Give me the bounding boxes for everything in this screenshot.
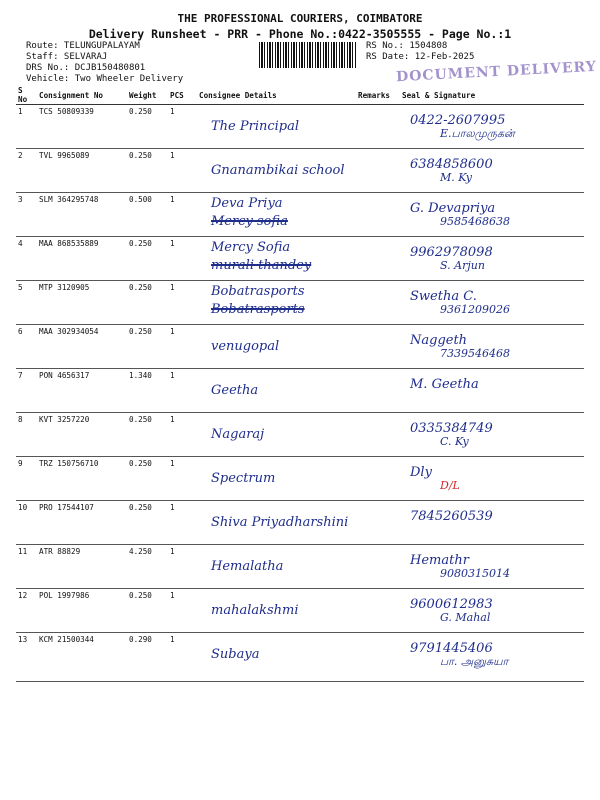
cell-signature	[400, 457, 584, 501]
consignee-handwriting: Gnanambikai school	[211, 163, 345, 178]
cell-consignee	[197, 369, 356, 413]
cell-sno: 5	[16, 281, 37, 325]
cell-signature	[400, 281, 584, 325]
signature-handwriting: Swetha C.	[410, 289, 477, 304]
cell-consignee	[197, 413, 356, 457]
table-row	[16, 369, 584, 413]
consignee-handwriting: The Principal	[211, 119, 300, 134]
signature-handwriting-2: D/L	[440, 479, 460, 492]
table-row	[16, 413, 584, 457]
cell-sno: 6	[16, 325, 37, 369]
cell-pcs: 1	[168, 501, 197, 545]
cell-consignment: KCM 21500344	[37, 633, 127, 682]
signature-handwriting: 9600612983	[410, 597, 493, 612]
cell-pcs: 1	[168, 589, 197, 633]
cell-remarks	[356, 369, 400, 413]
drs-number: DRS No.: DCJB150480801	[26, 63, 146, 73]
cell-remarks	[356, 237, 400, 281]
cell-weight: 0.250	[127, 501, 168, 545]
consignee-handwriting: Mercy Sofia	[211, 240, 291, 255]
cell-remarks	[356, 281, 400, 325]
cell-sno: 3	[16, 193, 37, 237]
cell-pcs: 1	[168, 325, 197, 369]
cell-signature	[400, 413, 584, 457]
table-row	[16, 325, 584, 369]
consignee-handwriting: venugopal	[211, 339, 280, 354]
header-remarks: Remarks	[356, 86, 400, 105]
cell-consignee	[197, 105, 356, 149]
rs-date: RS Date: 12-Feb-2025	[366, 52, 475, 62]
barcode-image	[259, 42, 357, 68]
company-title: THE PROFESSIONAL COURIERS, COIMBATORE	[177, 12, 423, 25]
cell-remarks	[356, 413, 400, 457]
table-row	[16, 149, 584, 193]
cell-sno: 12	[16, 589, 37, 633]
cell-pcs: 1	[168, 457, 197, 501]
cell-sno: 10	[16, 501, 37, 545]
consignee-handwriting: Spectrum	[211, 471, 276, 486]
cell-sno: 2	[16, 149, 37, 193]
cell-consignee	[197, 325, 356, 369]
consignee-handwriting: Hemalatha	[211, 559, 284, 574]
cell-consignee	[197, 545, 356, 589]
cell-consignment: MTP 3120905	[37, 281, 127, 325]
cell-consignee	[197, 457, 356, 501]
table-row	[16, 281, 584, 325]
cell-signature	[400, 633, 584, 682]
signature-handwriting-2: 9585468638	[440, 215, 510, 228]
cell-weight: 0.290	[127, 633, 168, 682]
table-row	[16, 237, 584, 281]
cell-pcs: 1	[168, 633, 197, 682]
cell-consignment: KVT 3257220	[37, 413, 127, 457]
consignee-handwriting: Shiva Priyadharshini	[211, 515, 349, 530]
cell-weight: 0.250	[127, 413, 168, 457]
cell-signature	[400, 325, 584, 369]
consignee-handwriting: Geetha	[211, 383, 259, 398]
consignee-handwriting-2: murali thandey	[211, 258, 312, 273]
consignee-handwriting: Deva Priya	[211, 196, 283, 211]
cell-pcs: 1	[168, 149, 197, 193]
header-consignee: Consignee Details	[197, 86, 356, 105]
cell-weight: 0.250	[127, 105, 168, 149]
signature-handwriting: 7845260539	[410, 509, 493, 524]
vehicle-label: Vehicle: Two Wheeler Delivery	[26, 74, 184, 84]
cell-signature	[400, 545, 584, 589]
rs-number: RS No.: 1504808	[366, 41, 448, 51]
signature-handwriting: Naggeth	[410, 333, 468, 348]
cell-signature	[400, 149, 584, 193]
cell-signature	[400, 237, 584, 281]
cell-remarks	[356, 149, 400, 193]
signature-handwriting-2: 9361209026	[440, 303, 510, 316]
signature-handwriting: Dly	[410, 465, 432, 480]
table-row	[16, 501, 584, 545]
cell-consignment: TVL 9965089	[37, 149, 127, 193]
route-label: Route: TELUNGUPALAYAM	[26, 41, 140, 51]
cell-consignment: PON 4656317	[37, 369, 127, 413]
cell-consignment: POL 1997986	[37, 589, 127, 633]
table-row	[16, 193, 584, 237]
header-consignment: Consignment No	[37, 86, 127, 105]
signature-handwriting-2: M. Ky	[440, 171, 472, 184]
consignee-handwriting-2: Mercy sofia	[211, 214, 288, 229]
signature-handwriting-2: C. Ky	[440, 435, 469, 448]
cell-sno: 7	[16, 369, 37, 413]
signature-handwriting-2: E.பாலமுருகன்	[440, 127, 515, 140]
table-row	[16, 457, 584, 501]
cell-weight: 4.250	[127, 545, 168, 589]
signature-handwriting: M. Geetha	[410, 377, 479, 392]
table-row	[16, 589, 584, 633]
cell-pcs: 1	[168, 193, 197, 237]
cell-sno: 9	[16, 457, 37, 501]
table-row	[16, 633, 584, 682]
cell-consignment: ATR 88829	[37, 545, 127, 589]
runsheet-table	[16, 86, 584, 682]
table-row	[16, 105, 584, 149]
signature-handwriting: 9791445406	[410, 641, 493, 656]
cell-sno: 1	[16, 105, 37, 149]
cell-consignment: MAA 302934054	[37, 325, 127, 369]
signature-handwriting-2: பா. அனுசுயா	[440, 655, 509, 668]
cell-consignment: TCS 50809339	[37, 105, 127, 149]
cell-weight: 0.250	[127, 457, 168, 501]
cell-remarks	[356, 193, 400, 237]
signature-handwriting-2: 7339546468	[440, 347, 510, 360]
cell-remarks	[356, 501, 400, 545]
signature-handwriting: 0422-2607995	[410, 113, 506, 128]
cell-remarks	[356, 633, 400, 682]
header-weight: Weight	[127, 86, 168, 105]
cell-weight: 0.250	[127, 281, 168, 325]
cell-consignee	[197, 281, 356, 325]
cell-signature	[400, 193, 584, 237]
cell-signature	[400, 369, 584, 413]
cell-weight: 0.500	[127, 193, 168, 237]
cell-pcs: 1	[168, 237, 197, 281]
cell-weight: 0.250	[127, 149, 168, 193]
consignee-handwriting: mahalakshmi	[211, 603, 299, 618]
cell-consignment: MAA 868535889	[37, 237, 127, 281]
consignee-handwriting-2: Bobatrasports	[211, 302, 305, 317]
header-sno: S No	[16, 86, 37, 105]
cell-consignee	[197, 237, 356, 281]
signature-handwriting-2: 9080315014	[440, 567, 510, 580]
cell-weight: 0.250	[127, 325, 168, 369]
document-delivery-stamp: DOCUMENT DELIVERY	[395, 58, 598, 86]
cell-pcs: 1	[168, 369, 197, 413]
cell-signature	[400, 501, 584, 545]
cell-pcs: 1	[168, 545, 197, 589]
cell-weight: 0.250	[127, 237, 168, 281]
staff-label: Staff: SELVARAJ	[26, 52, 108, 62]
cell-pcs: 1	[168, 413, 197, 457]
cell-remarks	[356, 325, 400, 369]
table-row	[16, 545, 584, 589]
table-header-row	[16, 86, 584, 105]
cell-pcs: 1	[168, 105, 197, 149]
cell-consignment: PRO 17544107	[37, 501, 127, 545]
cell-weight: 0.250	[127, 589, 168, 633]
consignee-handwriting: Subaya	[211, 647, 260, 662]
signature-handwriting: G. Devapriya	[410, 201, 496, 216]
cell-consignment: TRZ 150756710	[37, 457, 127, 501]
cell-sno: 13	[16, 633, 37, 682]
cell-signature	[400, 589, 584, 633]
signature-handwriting: 6384858600	[410, 157, 493, 172]
cell-remarks	[356, 545, 400, 589]
cell-consignee	[197, 589, 356, 633]
signature-handwriting-2: G. Mahal	[440, 611, 491, 624]
cell-remarks	[356, 457, 400, 501]
runsheet-title: Delivery Runsheet - PRR - Phone No.:0422-3505555 - Page No.:1	[88, 27, 512, 41]
cell-pcs: 1	[168, 281, 197, 325]
signature-handwriting-2: S. Arjun	[440, 259, 485, 272]
cell-consignee	[197, 149, 356, 193]
header-pcs: PCS	[168, 86, 197, 105]
consignee-handwriting: Nagaraj	[211, 427, 265, 442]
signature-handwriting: 9962978098	[410, 245, 493, 260]
cell-signature	[400, 105, 584, 149]
cell-consignee	[197, 193, 356, 237]
signature-handwriting: Hemathr	[410, 553, 469, 568]
cell-sno: 11	[16, 545, 37, 589]
header-signature: Seal & Signature	[400, 86, 584, 105]
cell-sno: 4	[16, 237, 37, 281]
cell-remarks	[356, 589, 400, 633]
cell-remarks	[356, 105, 400, 149]
cell-consignment: SLM 364295748	[37, 193, 127, 237]
consignee-handwriting: Bobatrasports	[211, 284, 305, 299]
cell-weight: 1.340	[127, 369, 168, 413]
cell-consignee	[197, 633, 356, 682]
cell-sno: 8	[16, 413, 37, 457]
signature-handwriting: 0335384749	[410, 421, 493, 436]
cell-consignee	[197, 501, 356, 545]
